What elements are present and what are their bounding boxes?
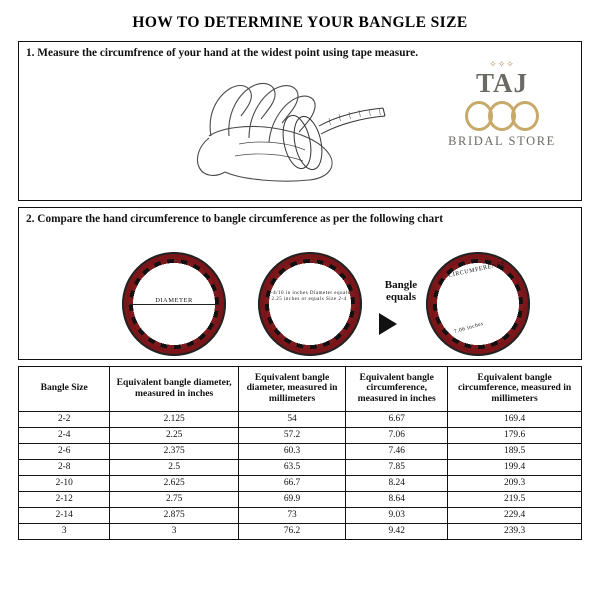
cell-circumference-in: 6.67 [346, 411, 448, 427]
step-1-heading: 1. Measure the circumfrence of your hand at the widest point using tape measure. [26, 47, 419, 59]
bangle-diameter-figure [115, 231, 233, 359]
bangle-diagram [19, 231, 581, 359]
cell-diameter-mm: 63.5 [238, 459, 345, 475]
cell-bangle-size: 2-10 [19, 475, 110, 491]
rings-icon [437, 99, 567, 133]
cell-circumference-mm: 189.5 [448, 443, 582, 459]
cell-diameter-in: 2.75 [110, 491, 239, 507]
table-row [19, 411, 582, 427]
cell-diameter-mm: 76.2 [238, 523, 345, 539]
cell-circumference-mm: 219.5 [448, 491, 582, 507]
cell-diameter-mm: 73 [238, 507, 345, 523]
diameter-label: DIAMETER [137, 297, 211, 304]
step-2-panel [18, 207, 582, 360]
cell-bangle-size: 2-14 [19, 507, 110, 523]
cell-circumference-in: 8.64 [346, 491, 448, 507]
cell-diameter-in: 2.5 [110, 459, 239, 475]
cell-circumference-in: 7.06 [346, 427, 448, 443]
cell-circumference-mm: 169.4 [448, 411, 582, 427]
cell-circumference-mm: 209.3 [448, 475, 582, 491]
table-header-row [19, 366, 582, 411]
table-row [19, 443, 582, 459]
cell-circumference-mm: 239.3 [448, 523, 582, 539]
cell-bangle-size: 2-2 [19, 411, 110, 427]
cell-diameter-mm: 57.2 [238, 427, 345, 443]
cell-diameter-in: 3 [110, 523, 239, 539]
bangle-circumference-figure [419, 231, 537, 359]
cell-bangle-size: 3 [19, 523, 110, 539]
cell-diameter-mm: 54 [238, 411, 345, 427]
cell-bangle-size: 2-8 [19, 459, 110, 475]
table-header-cell: Equivalent bangle diameter, measured in millimeters [238, 366, 345, 411]
table-header-cell: Equivalent bangle circumference, measured in millimeters [448, 366, 582, 411]
cell-circumference-in: 9.42 [346, 523, 448, 539]
table-header-cell: Equivalent bangle circumference, measured in inches [346, 366, 448, 411]
cell-bangle-size: 2-6 [19, 443, 110, 459]
cell-diameter-in: 2.625 [110, 475, 239, 491]
hand-measure-illustration [169, 66, 419, 186]
cell-diameter-in: 2.875 [110, 507, 239, 523]
cell-circumference-in: 7.85 [346, 459, 448, 475]
table-row [19, 507, 582, 523]
cell-circumference-in: 8.24 [346, 475, 448, 491]
crown-icon: ✧✧✧ [489, 59, 515, 69]
cell-diameter-in: 2.375 [110, 443, 239, 459]
table-header-cell: Equivalent bangle diameter, measured in inches [110, 366, 239, 411]
table-row [19, 523, 582, 539]
circumference-label: CIRCUMFERENCE [447, 260, 507, 279]
cell-diameter-in: 2.25 [110, 427, 239, 443]
table-row [19, 475, 582, 491]
taj-bridal-store-logo [437, 60, 567, 149]
table-row [19, 491, 582, 507]
bangle-equals-text: Bangle equals [384, 278, 418, 304]
table-header-cell: Bangle Size [19, 366, 110, 411]
cell-circumference-mm: 179.6 [448, 427, 582, 443]
table-row [19, 459, 582, 475]
cell-diameter-mm: 69.9 [238, 491, 345, 507]
logo-subtitle: BRIDAL STORE [448, 134, 556, 148]
logo-name: TAJ [475, 68, 528, 98]
step-2-heading: 2. Compare the hand circumference to bangle circumference as per the following chart [26, 213, 443, 225]
cell-circumference-in: 7.46 [346, 443, 448, 459]
diameter-line [129, 304, 219, 305]
table-row [19, 427, 582, 443]
cell-bangle-size: 2-4 [19, 427, 110, 443]
cell-bangle-size: 2-12 [19, 491, 110, 507]
cell-diameter-in: 2.125 [110, 411, 239, 427]
cell-diameter-mm: 60.3 [238, 443, 345, 459]
circumference-inches-label: 7.06 inches [453, 320, 485, 335]
cell-circumference-in: 9.03 [346, 507, 448, 523]
cell-circumference-mm: 199.4 [448, 459, 582, 475]
cell-circumference-mm: 229.4 [448, 507, 582, 523]
arrow-right-icon [379, 313, 397, 335]
bangle-size-note: 2-4/16 in inches Diameter equals 2.25 inches or equals Size 2-4 [267, 290, 351, 303]
step-1-panel [18, 41, 582, 201]
bangle-size-table [18, 366, 582, 540]
page-title: HOW TO DETERMINE YOUR BANGLE SIZE [132, 14, 468, 31]
cell-diameter-mm: 66.7 [238, 475, 345, 491]
